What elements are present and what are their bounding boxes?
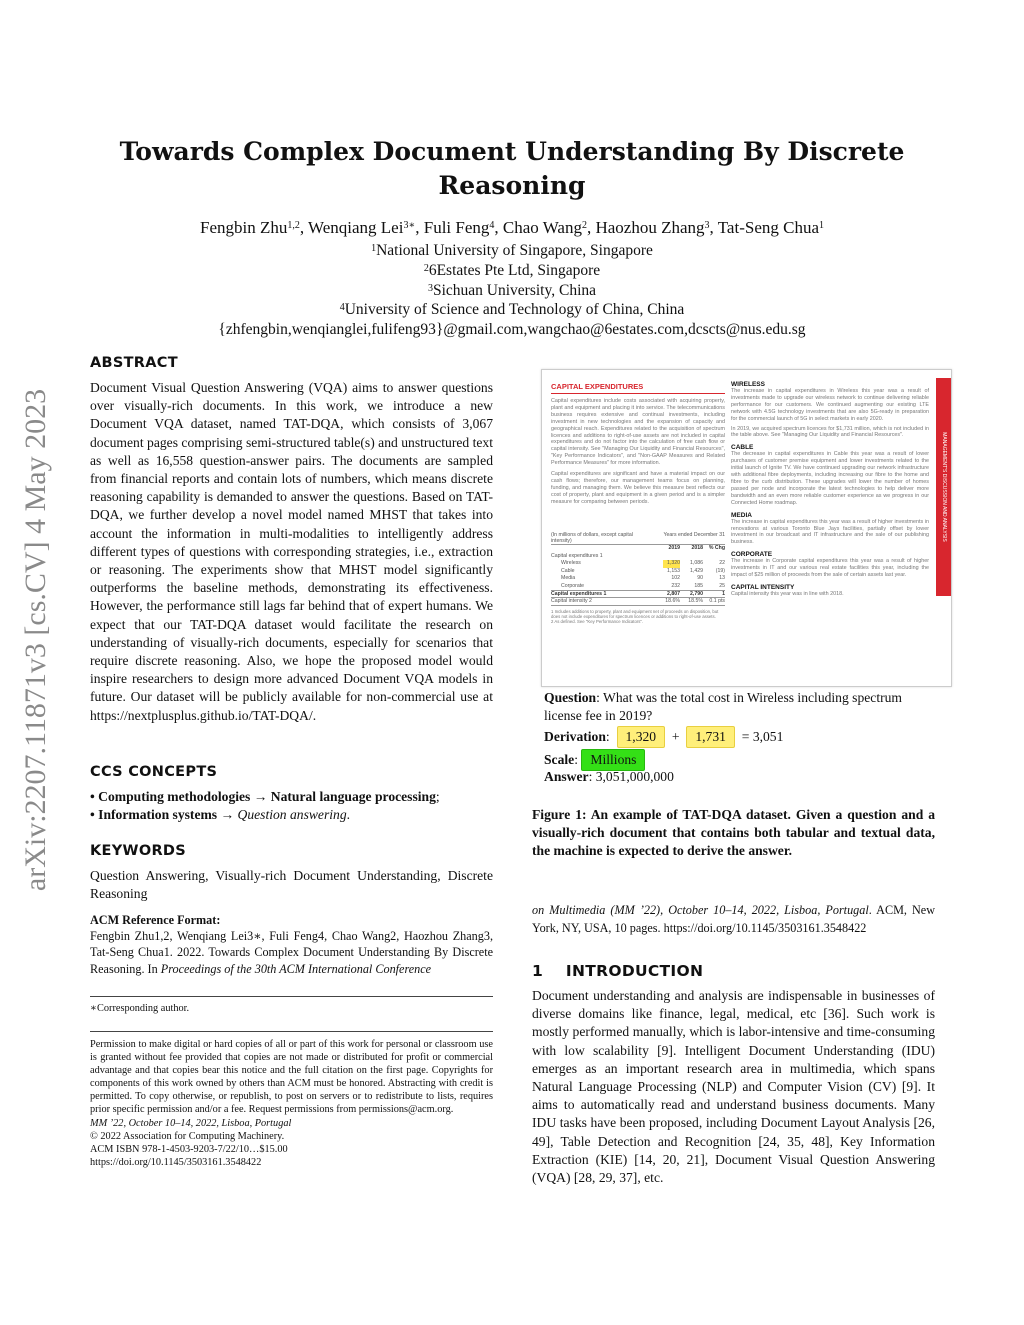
introduction-heading: 1 INTRODUCTION bbox=[532, 962, 704, 980]
affiliations bbox=[90, 241, 934, 340]
author: Fuli Feng$^4$ bbox=[423, 218, 495, 237]
doc-paragraph: Capital expenditures include costs associated with acquiring property, plant and equipment and placing it into service. The telecommunications business requires extensive and continual investments, including investment in new technologies and the expansion of capacity and geographical reach. Expenditures related to the acquisition of spectrum licences and additions to right-of-use assets are not included in capital expenditures and do not factor into the calculation of free cash flow or capital intensity. See "Managing Our Liquidity and Financial Resources", "Key Performance Indicators", and "Non-GAAP Measures and Related Performance Measures" for more information. bbox=[551, 398, 725, 467]
qa-question: Question: What was the total cost in Wireless including spectrum license fee in 2019? bbox=[544, 690, 903, 724]
doc-table bbox=[551, 532, 725, 624]
footnote-block bbox=[90, 996, 493, 1015]
introduction-section bbox=[532, 962, 935, 1187]
figure-document-image bbox=[541, 369, 952, 687]
table-row: Corporate 232 185 25 bbox=[551, 583, 725, 591]
qa-answer: Answer: 3,051,000,000 bbox=[544, 769, 674, 784]
acm-reference bbox=[90, 912, 493, 977]
acm-reference-text: Fengbin Zhu1,2, Wenqiang Lei3∗, Fuli Feng4, Chao Wang2, Haozhou Zhang3, Tat-Seng Chua1. 2022. Towards Complex Document Understanding By Discrete Reasoning. In Proceedings of the 30th ACM International Conference bbox=[90, 929, 493, 976]
acm-reference-continued: on Multimedia (MM ’22), October 10–14, 2022, Lisboa, Portugal. ACM, New York, NY, USA, 10 pages. https://doi.org/10.1145/3503161.3548422 bbox=[532, 903, 935, 935]
doc-paragraph: In 2019, we acquired spectrum licences for $1,731 million, which is not included in the table above. See "Managing Our Liquidity and Financial Resources". bbox=[731, 425, 929, 439]
doc-subheading: MEDIA bbox=[731, 511, 752, 519]
table-row: Wireless 1,320 1,086 22 bbox=[561, 560, 725, 567]
author: Tat-Seng Chua$^1$ bbox=[717, 218, 824, 237]
doc-paragraph: The increase in capital expenditures in Wireless this year was a result of investments made to upgrade our wireless network to continue delivering reliable performance for our customers. We continued augmenting our existing LTE network with 4.5G technology investments that are also 5G-ready in preparation for the commercial launch of 5G in select markets in early 2020. bbox=[731, 388, 929, 422]
permission-text: Permission to make digital or hard copies of all or part of this work for personal or classroom use is granted without fee provided that copies are not made or distributed for profit or commercial advantage and that copies bear this notice and the full citation on the first page. Copyrights for components of this work owned by others than ACM must be honored. Abstracting with credit is permitted. To copy otherwise, or republish, to post on servers or to redistribute to lists, requires prior specific permission and/or a fee. Request permissions from permissions@acm.org. bbox=[90, 1039, 493, 1116]
arxiv-stamp bbox=[14, 350, 58, 930]
abstract-section bbox=[90, 355, 493, 725]
figure-caption: Figure 1: An example of TAT-DQA dataset. Given a question and a visually-rich document that contains both tabular and textual data, the machine is expected to derive the answer. bbox=[532, 807, 935, 859]
permission-block bbox=[90, 1031, 493, 1169]
ccs-heading: CCS CONCEPTS bbox=[90, 764, 218, 780]
author-list: Fengbin Zhu$^{1,2}$, Wenqiang Lei$^{3∗}$, Fuli Feng$^4$, Chao Wang$^2$, Haozhou Zhang$^3$, Tat-Seng Chua$^1$ bbox=[199, 218, 824, 237]
derivation-operand: 1,731 bbox=[686, 726, 735, 748]
author: Haozhou Zhang$^3$ bbox=[595, 218, 710, 237]
table-row: Capital expenditures 1 bbox=[551, 552, 603, 559]
paper-title: Towards Complex Document Understanding By Discrete Reasoning bbox=[119, 137, 905, 200]
doc-subheading: CORPORATE bbox=[731, 551, 773, 559]
author: Chao Wang$^2$ bbox=[502, 218, 587, 237]
doc-subheading: CAPITAL INTENSITY bbox=[731, 583, 795, 591]
ccs-concepts bbox=[90, 788, 493, 824]
doc-left-col bbox=[551, 382, 725, 506]
affiliation: $^2$6Estates Pte Ltd, Singapore bbox=[423, 261, 601, 279]
derivation-operand: 1,320 bbox=[617, 726, 666, 748]
doc-table-note: 2 As defined. See "Key Performance Indicators". bbox=[551, 619, 644, 625]
author-emails: {zhfengbin,wenqianglei,fulifeng93}@gmail.com,wangchao@6estates.com,dcscts@nus.edu.sg bbox=[218, 321, 806, 339]
doc-heading-rule bbox=[551, 393, 725, 394]
scale-value: Millions bbox=[581, 749, 645, 771]
abstract-heading: ABSTRACT bbox=[90, 355, 178, 371]
table-row: Media 102 90 13 bbox=[561, 575, 725, 582]
doc-sidebar bbox=[936, 378, 951, 596]
permission-copyright: © 2022 Association for Computing Machinery. bbox=[90, 1130, 285, 1142]
ccs-line: • Information systems → Question answering. bbox=[90, 807, 351, 823]
qa-scale: Scale: Millions bbox=[544, 749, 938, 771]
permission-rule bbox=[90, 1031, 493, 1032]
author: Fengbin Zhu$^{1,2}$ bbox=[199, 218, 300, 237]
doc-paragraph: The increase in capital expenditures this year was a result of higher investments in renovations at various Toronto Blue Jays facilities, partially offset by lower investment in our broadcast and IT infrastructure and the sale of our publishing business. bbox=[731, 518, 929, 546]
doc-table-period: Years ended December 31 bbox=[663, 532, 725, 538]
keywords-heading: KEYWORDS bbox=[90, 843, 187, 859]
doc-table-note: 1 Includes additions to property, plant and equipment net of proceeds on disposition, but does not include expenditures for spectrum licences or additions to right-of-use assets. bbox=[551, 608, 719, 619]
footnote-rule bbox=[90, 996, 493, 997]
permission-conf: MM ’22, October 10–14, 2022, Lisboa, Portugal bbox=[90, 1117, 292, 1129]
table-row: Capital intensity 2 18.6% 18.5% 0.1 pts bbox=[551, 598, 725, 605]
ccs-line: • Computing methodologies → Natural language processing; bbox=[90, 789, 440, 804]
doc-paragraph: The decrease in capital expenditures in Cable this year was a result of lower purchases of customer premise equipment and lower investments related to the initial launch of Ignite TV. We have continued upgrading our network infrastructure with additional fibre deployments, including increasing our fibre to the home and fibre to the curb distribution. These upgrades will lower the number of homes passed per node and incorporate the latest technologies to help deliver more bandwidth and an even more reliable customer experience as we progress in our Connected Home roadmap. bbox=[731, 451, 929, 506]
keywords-section bbox=[90, 843, 493, 903]
abstract-text: Document Visual Question Answering (VQA) aims to answer questions over visually-rich documents. In this work, we introduce a new Document VQA dataset, named TAT-DQA, which consists of 3,067 document pages comprising semi-structured table(s) and unstructured text as well as 16,558 question-answer pairs. The documents are sampled from financial reports and contain lots of numbers, which means discrete reasoning capability is demanded to answer the questions. Based on TAT-DQA, we further develop a novel model named MHST that takes into account the information in multi-modalities to intelligently address different types of questions with corresponding strategies, i.e., extraction or reasoning. The experiments show that MHST model significantly outperforms the baseline methods, demonstrating its effectiveness. However, the performance still lags far behind that of expert humans. We expect that our TAT-DQA dataset would facilitate the research on understanding of visually-rich documents, especially for scenarios that require discrete reasoning. Also, we hope the proposed model would inspire researchers to design more advanced Document VQA models in future. Our dataset will be publicly available for non-commercial use at https://nextplusplus.github.io/TAT-DQA/. bbox=[90, 380, 493, 723]
acm-reference-heading: ACM Reference Format: bbox=[90, 913, 221, 927]
affiliation: $^3$Sichuan University, China bbox=[427, 281, 596, 299]
qa-derivation: Derivation: 1,320 + 1,731 = 3,051 bbox=[544, 726, 938, 748]
arxiv-stamp-text: arXiv:2207.11871v3 [cs.CV] 4 May 2023 bbox=[19, 388, 52, 892]
permission-doi: https://doi.org/10.1145/3503161.3548422 bbox=[90, 1156, 262, 1168]
doc-right-col bbox=[731, 381, 929, 598]
doc-subheading: CABLE bbox=[731, 444, 754, 452]
permission-isbn: ACM ISBN 978-1-4503-9203-7/22/10…$15.00 bbox=[90, 1143, 288, 1155]
doc-table-cols: 2019 2018 % Chg bbox=[668, 545, 725, 551]
doc-heading: CAPITAL EXPENDITURES bbox=[551, 382, 644, 391]
author: Wenqiang Lei$^{3∗}$ bbox=[308, 218, 416, 237]
doc-table-header: (In millions of dollars, except capital intensity) Years ended December 31 bbox=[551, 532, 725, 544]
affiliation: $^1$National University of Singapore, Singapore bbox=[371, 242, 653, 259]
introduction-text: Document understanding and analysis are indispensable in businesses of diverse domains like finance, legal, medical, etc [36]. Such work is mostly performed manually, which is labor-intensive and time-consuming with low scalability [9]. Intelligent Document Understanding (IDU) emerges as an important research area in multimedia, which spans Natural Language Processing (NLP) and Computer Vision (CV) [9]. It aims to automatically read and understand business documents. Many IDU tasks have been proposed, including Document Layout Analysis [26, 49], Table Detection and Recognition [24, 35, 48], Key Information Extraction (KIE) [14, 20, 21], Document Visual Question Answering (VQA) [28, 29, 37], etc. bbox=[532, 988, 935, 1186]
doc-subheading: WIRELESS bbox=[731, 381, 765, 388]
table-row: Capital expenditures 1 2,807 2,790 1 bbox=[551, 590, 725, 597]
doc-paragraph: The increase in Corporate capital expenditures this year was a result of higher investments in IT and our various real estate facilities this year, including the impact of $25 million of proceeds from the sale of certain assets last year. bbox=[731, 558, 929, 579]
affiliation: $^4$University of Science and Technology of China, China bbox=[339, 301, 685, 319]
doc-paragraph: Capital expenditures are significant and have a material impact on our cash flows; therefore, our management teams focus on planning, funding, and managing them. We believe this measure best reflects our cost of property, plant and equipment in a given period and is a simpler measure for comparing between periods. bbox=[551, 471, 725, 505]
keywords-text: Question Answering, Visually-rich Document Understanding, Discrete Reasoning bbox=[90, 868, 493, 902]
ccs-section bbox=[90, 764, 493, 824]
footnote: ∗Corresponding author. bbox=[90, 1003, 190, 1014]
table-row: Cable 1,153 1,429 (19) bbox=[561, 567, 725, 574]
doc-paragraph: Capital intensity this year was in line with 2018. bbox=[731, 590, 844, 597]
doc-sidebar-text: MANAGEMENT'S DISCUSSION AND ANALYSIS bbox=[941, 432, 947, 542]
